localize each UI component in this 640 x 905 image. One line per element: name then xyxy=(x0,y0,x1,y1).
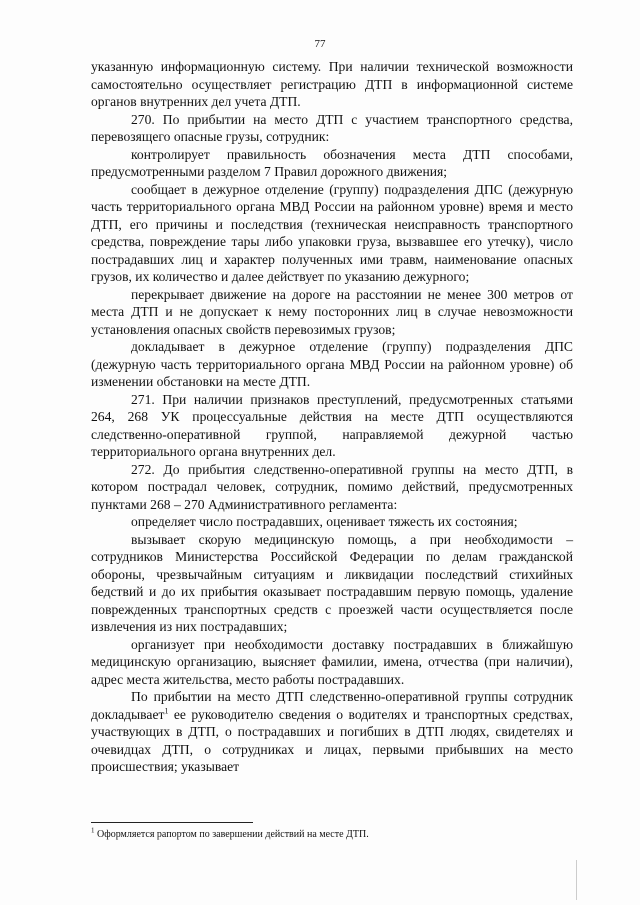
scan-edge-mark xyxy=(576,860,577,900)
paragraph-arrival-end: ее руководителю сведения о водителях и транспортных средствах, участвующих в ДТП, о пострадавших и погибших в ДТП людях, свидетелях и очевидцах ДТП, о сотрудниках и лицах, первыми прибывших на место происшествия; указывает xyxy=(91,706,573,774)
footnote-reference[interactable]: 1 xyxy=(164,705,169,715)
paragraph-arrival-start: По прибытии на место ДТП следственно-оперативной группы сотрудник докладывает xyxy=(91,689,573,722)
paragraph-272-item-3: организует при необходимости доставку пострадавших в ближайшую медицинскую организацию, выясняет фамилии, имена, отчества (при наличии), адрес места жительства, место работы пострадавших. xyxy=(91,636,573,687)
paragraph-270: 270. По прибытии на место ДТП с участием транспортного средства, перевозящего опасные грузы, сотрудник: xyxy=(91,111,573,144)
footnote xyxy=(91,828,573,841)
paragraph-270-item-2: сообщает в дежурное отделение (группу) подразделения ДПС (дежурную часть территориального органа МВД России на районном уровне) время и место ДТП, его причины и последствия (техническая неисправность транспортного средства, повреждение тары либо упаковки груза, вызвавшее его утечку), число пострадавших лиц и характер полученных ими травм, наименование опасных грузов, их количество и далее действует по указанию дежурного; xyxy=(91,181,573,284)
paragraph-continuation: указанную информационную систему. При наличии технической возможности самостоятельно осуществляет регистрацию ДТП в информационной системе органов внутренних дел учета ДТП. xyxy=(91,59,573,109)
paragraph-arrival xyxy=(91,688,573,776)
footnote-text: Оформляется рапортом по завершении действий на месте ДТП. xyxy=(94,829,369,840)
page-number: 77 xyxy=(314,38,326,50)
paragraph-270-item-4: докладывает в дежурное отделение (группу) подразделения ДПС (дежурную часть территориального органа МВД России на районном уровне) об изменении обстановки на месте ДТП. xyxy=(91,339,573,389)
footnote-mark: 1 xyxy=(91,826,95,835)
footnote-separator xyxy=(91,822,253,823)
paragraph-272: 272. До прибытия следственно-оперативной группы на место ДТП, в котором пострадал человек, сотрудник, помимо действий, предусмотренных пунктами 268 – 270 Административного регламента: xyxy=(91,461,573,512)
paragraph-270-item-1: контролирует правильность обозначения места ДТП способами, предусмотренными разделом 7 Правил дорожного движения; xyxy=(91,146,573,179)
paragraph-272-item-1: определяет число пострадавших, оценивает тяжесть их состояния; xyxy=(131,514,518,529)
body-text xyxy=(91,58,573,776)
paragraph-270-item-3: перекрывает движение на дороге на расстоянии не менее 300 метров от места ДТП и не допускает к нему посторонних лиц в случае невозможности установления опасных свойств перевозимых грузов; xyxy=(91,286,573,337)
paragraph-271: 271. При наличии признаков преступлений, предусмотренных статьями 264, 268 УК процессуальные действия на месте ДТП осуществляются следственно-оперативной группой, направляемой дежурной частью территориального органа внутренних дел. xyxy=(91,391,573,459)
paragraph-272-item-2: вызывает скорую медицинскую помощь, а при необходимости – сотрудников Министерства Российской Федерации по делам гражданской обороны, чрезвычайным ситуациям и ликвидации последствий стихийных бедствий и до их прибытия оказывает пострадавшим первую помощь, удаление поврежденных транспортных средств с проезжей части осуществляется после извлечения из них пострадавших; xyxy=(91,531,573,634)
